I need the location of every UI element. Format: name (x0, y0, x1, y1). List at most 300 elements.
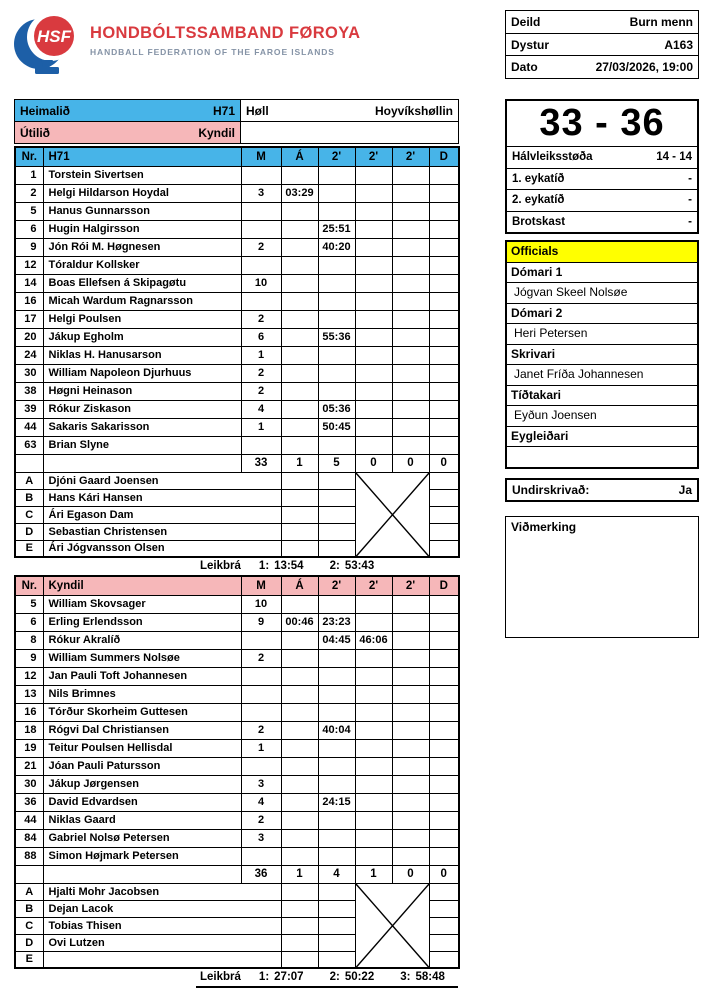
player-name-cell: Teitur Poulsen Hellisdal (43, 739, 241, 757)
stat-cell (318, 489, 355, 506)
player-row (15, 274, 459, 292)
player-row (15, 436, 459, 454)
stat-cell (281, 238, 318, 256)
stat-cell (355, 649, 392, 667)
player-number-cell: 30 (15, 775, 43, 793)
leikbra-label: Leikbrá (200, 560, 241, 572)
stat-cell (318, 649, 355, 667)
player-name-cell: Rókur Akralíð (43, 631, 241, 649)
stat-cell (281, 540, 318, 557)
player-row (15, 631, 459, 649)
stat-cell (241, 292, 281, 310)
match-info-row-dato (505, 55, 699, 79)
stat-cell (318, 595, 355, 613)
stat-cell (281, 506, 318, 523)
stat-cell (281, 685, 318, 703)
leikbra-period: 1: (258, 971, 270, 983)
player-name-cell: Tóraldur Kollsker (43, 256, 241, 274)
stat-cell (281, 220, 318, 238)
stat-cell (318, 934, 355, 951)
team-official-row (15, 472, 459, 489)
stat-cell (318, 703, 355, 721)
player-number-cell: 30 (15, 364, 43, 382)
stat-cell (318, 436, 355, 454)
player-name-cell: Niklas Gaard (43, 811, 241, 829)
stat-cell (318, 829, 355, 847)
player-name-cell: William Summers Nolsøe (43, 649, 241, 667)
player-number-cell: 38 (15, 382, 43, 400)
stat-cell: 00:46 (281, 613, 318, 631)
stat-cell (281, 595, 318, 613)
dystur-value: A163 (664, 37, 693, 52)
total-value-cell: 0 (392, 865, 429, 883)
player-number-cell: 24 (15, 346, 43, 364)
player-row (15, 238, 459, 256)
stat-cell (241, 667, 281, 685)
signed-value: Ja (678, 483, 692, 497)
stat-cell (392, 346, 429, 364)
player-number-cell: 6 (15, 613, 43, 631)
stat-cell (392, 631, 429, 649)
secretary-role: Skrivari (507, 344, 697, 365)
official-name-cell: Ovi Lutzen (43, 934, 281, 951)
total-value-cell: 1 (355, 865, 392, 883)
stat-cell (281, 793, 318, 811)
referee2-role: Dómari 2 (507, 303, 697, 324)
stat-cell (281, 328, 318, 346)
stat-cell (281, 934, 318, 951)
player-name-cell: William Napoleon Djurhuus (43, 364, 241, 382)
stat-cell (429, 739, 459, 757)
roster-header-cell: Nr. (15, 147, 43, 166)
stat-cell (429, 472, 459, 489)
stat-cell (281, 436, 318, 454)
player-number-cell: 39 (15, 400, 43, 418)
officials-box (505, 240, 699, 469)
stat-cell (281, 472, 318, 489)
stat-cell (429, 793, 459, 811)
player-row (15, 703, 459, 721)
stat-cell (355, 811, 392, 829)
overtime1-label: 1. eykatíð (512, 172, 565, 185)
total-value-cell: 5 (318, 454, 355, 472)
stat-cell (392, 202, 429, 220)
leikbra-entry (259, 971, 304, 983)
stat-cell (429, 703, 459, 721)
stat-cell (355, 436, 392, 454)
stat-cell (281, 757, 318, 775)
player-name-cell: Hanus Gunnarsson (43, 202, 241, 220)
stat-cell (281, 900, 318, 917)
stat-cell (281, 418, 318, 436)
total-value-cell: 0 (355, 454, 392, 472)
stat-cell (241, 436, 281, 454)
stat-cell (281, 649, 318, 667)
stat-cell (392, 310, 429, 328)
stat-cell (392, 775, 429, 793)
stat-cell (429, 184, 459, 202)
stat-cell (392, 382, 429, 400)
stat-cell (318, 685, 355, 703)
stat-cell (392, 400, 429, 418)
leikbra-period: 1: (258, 560, 270, 572)
stat-cell (429, 256, 459, 274)
stat-cell (392, 436, 429, 454)
stat-cell (429, 346, 459, 364)
player-number-cell: 21 (15, 757, 43, 775)
stat-cell (392, 685, 429, 703)
stat-cell (355, 310, 392, 328)
stat-cell (355, 418, 392, 436)
player-number-cell: 36 (15, 793, 43, 811)
official-name-cell (43, 951, 281, 968)
stat-cell (318, 184, 355, 202)
overtime2-row (507, 189, 697, 211)
stat-cell (355, 400, 392, 418)
player-row (15, 793, 459, 811)
stat-cell (429, 775, 459, 793)
stat-cell (318, 310, 355, 328)
player-name-cell: Helgi Poulsen (43, 310, 241, 328)
player-number-cell: 12 (15, 256, 43, 274)
crossed-out-cell (355, 472, 429, 557)
official-name-cell: Hjalti Mohr Jacobsen (43, 883, 281, 900)
stat-cell (281, 489, 318, 506)
stat-cell (241, 685, 281, 703)
roster-header-cell: Nr. (15, 576, 43, 595)
player-row (15, 202, 459, 220)
teams-strip-table (14, 99, 459, 144)
stat-cell (281, 346, 318, 364)
stat-cell (318, 382, 355, 400)
stat-cell: 2 (241, 721, 281, 739)
home-team-name: H71 (212, 103, 235, 118)
player-name-cell: Erling Erlendsson (43, 613, 241, 631)
stat-cell: 4 (241, 793, 281, 811)
stat-cell: 24:15 (318, 793, 355, 811)
deild-value: Burn menn (629, 15, 693, 29)
stat-cell (392, 793, 429, 811)
player-name-cell: Jákup Jørgensen (43, 775, 241, 793)
player-row (15, 829, 459, 847)
stat-cell (429, 757, 459, 775)
stat-cell (281, 364, 318, 382)
totals-row (15, 454, 459, 472)
stat-cell (392, 847, 429, 865)
player-name-cell: Nils Brimnes (43, 685, 241, 703)
player-row (15, 613, 459, 631)
stat-cell: 6 (241, 328, 281, 346)
stat-cell (281, 400, 318, 418)
stat-cell (318, 346, 355, 364)
stat-cell (355, 667, 392, 685)
stat-cell (281, 721, 318, 739)
stat-cell (429, 934, 459, 951)
player-number-cell: 8 (15, 631, 43, 649)
stat-cell: 2 (241, 238, 281, 256)
stat-cell (318, 292, 355, 310)
official-name-cell: Djóni Gaard Joensen (43, 472, 281, 489)
stat-cell (241, 220, 281, 238)
player-number-cell: 63 (15, 436, 43, 454)
player-row (15, 685, 459, 703)
totals-empty-cell (15, 454, 43, 472)
roster-header-cell: Kyndil (43, 576, 241, 595)
stat-cell (429, 847, 459, 865)
official-letter-cell: E (15, 540, 43, 557)
official-name-cell: Dejan Lacok (43, 900, 281, 917)
stat-cell (281, 202, 318, 220)
stat-cell (355, 238, 392, 256)
stat-cell (429, 667, 459, 685)
stat-cell (429, 883, 459, 900)
stat-cell (392, 721, 429, 739)
stat-cell (318, 847, 355, 865)
stat-cell: 05:36 (318, 400, 355, 418)
stat-cell (429, 274, 459, 292)
player-row (15, 328, 459, 346)
stat-cell (318, 883, 355, 900)
stat-cell: 10 (241, 274, 281, 292)
x-mark-icon (356, 884, 429, 968)
player-name-cell: Simon Højmark Petersen (43, 847, 241, 865)
stat-cell (318, 364, 355, 382)
player-name-cell: Boas Ellefsen á Skipagøtu (43, 274, 241, 292)
stat-cell: 1 (241, 346, 281, 364)
stat-cell (318, 951, 355, 968)
away-team-name: Kyndil (198, 125, 235, 140)
halftime-value: 14 - 14 (656, 151, 692, 164)
stat-cell (392, 829, 429, 847)
stat-cell (318, 506, 355, 523)
stat-cell (429, 685, 459, 703)
stat-cell (355, 202, 392, 220)
player-number-cell: 44 (15, 418, 43, 436)
match-info-row-deild (505, 10, 699, 34)
empty-strip-cell (241, 122, 459, 144)
player-row (15, 757, 459, 775)
official-letter-cell: B (15, 489, 43, 506)
official-letter-cell: B (15, 900, 43, 917)
stat-cell: 3 (241, 184, 281, 202)
total-value-cell: 36 (241, 865, 281, 883)
home-team-cell (15, 100, 241, 122)
x-mark-icon (356, 473, 429, 557)
stat-cell (429, 310, 459, 328)
stat-cell (392, 328, 429, 346)
stat-cell (241, 256, 281, 274)
penalty-label: Brotskast (512, 215, 566, 228)
hall-cell (241, 100, 459, 122)
stat-cell (429, 721, 459, 739)
roster-table-kyndil (14, 575, 460, 969)
leikbra-time: 58:48 (415, 971, 445, 983)
totals-empty-cell (43, 865, 241, 883)
stat-cell (355, 184, 392, 202)
stat-cell (318, 757, 355, 775)
stat-cell (355, 775, 392, 793)
stat-cell (281, 523, 318, 540)
stat-cell (392, 184, 429, 202)
official-name-cell: Tobias Thisen (43, 917, 281, 934)
stat-cell (318, 256, 355, 274)
stat-cell (281, 883, 318, 900)
leikbra-label: Leikbrá (200, 971, 241, 983)
official-name-cell: Sebastian Christensen (43, 523, 281, 540)
stat-cell (392, 292, 429, 310)
away-team-cell (15, 122, 241, 144)
player-number-cell: 19 (15, 739, 43, 757)
stat-cell (241, 631, 281, 649)
dato-value: 27/03/2026, 19:00 (595, 60, 693, 74)
stat-cell (429, 328, 459, 346)
remarks-label: Viðmerking (511, 520, 577, 534)
total-value-cell: 1 (281, 454, 318, 472)
leikbra-entry (400, 971, 445, 983)
home-roster-block (14, 146, 460, 577)
stat-cell (355, 364, 392, 382)
stat-cell (241, 166, 281, 184)
stat-cell (355, 757, 392, 775)
stat-cell (392, 166, 429, 184)
stat-cell (355, 166, 392, 184)
roster-header-cell: 2' (318, 147, 355, 166)
stat-cell (429, 202, 459, 220)
overtime1-value: - (688, 172, 692, 185)
stat-cell (355, 739, 392, 757)
stat-cell (429, 418, 459, 436)
stat-cell (429, 292, 459, 310)
player-number-cell: 44 (15, 811, 43, 829)
stat-cell (392, 649, 429, 667)
hall-label: Høll (246, 103, 269, 118)
stat-cell (392, 220, 429, 238)
stat-cell (318, 667, 355, 685)
signed-box (505, 478, 699, 502)
stat-cell (355, 847, 392, 865)
stat-cell: 10 (241, 595, 281, 613)
stat-cell (281, 256, 318, 274)
stat-cell (392, 613, 429, 631)
stat-cell (318, 775, 355, 793)
stat-cell (355, 382, 392, 400)
halftime-label: Hálvleiksstøða (512, 151, 593, 164)
halftime-row (507, 146, 697, 168)
match-info-box (505, 10, 699, 79)
stat-cell (429, 595, 459, 613)
stat-cell: 40:04 (318, 721, 355, 739)
totals-row (15, 865, 459, 883)
away-team-label: Útilið (20, 125, 50, 140)
official-name-cell: Ári Jógvansson Olsen (43, 540, 281, 557)
stat-cell (429, 540, 459, 557)
stat-cell (355, 829, 392, 847)
stat-cell: 04:45 (318, 631, 355, 649)
player-row (15, 811, 459, 829)
stat-cell: 55:36 (318, 328, 355, 346)
player-row (15, 220, 459, 238)
team-official-row (15, 883, 459, 900)
stat-cell (281, 811, 318, 829)
stat-cell (429, 951, 459, 968)
stat-cell (429, 523, 459, 540)
roster-header-row (15, 147, 459, 166)
roster-header-cell: Á (281, 576, 318, 595)
leikbra-entry (330, 560, 375, 572)
stat-cell (429, 917, 459, 934)
stat-cell (429, 364, 459, 382)
stat-cell (281, 917, 318, 934)
stat-cell: 2 (241, 649, 281, 667)
totals-empty-cell (15, 865, 43, 883)
stat-cell (318, 472, 355, 489)
secretary-name: Janet Fríða Johannesen (507, 364, 697, 385)
stat-cell (281, 829, 318, 847)
player-row (15, 382, 459, 400)
stat-cell (429, 829, 459, 847)
player-row (15, 310, 459, 328)
remarks-box (505, 516, 699, 638)
leikbra-entry (259, 560, 304, 572)
stat-cell (281, 274, 318, 292)
official-name-cell: Ári Egason Dam (43, 506, 281, 523)
official-letter-cell: D (15, 934, 43, 951)
player-number-cell: 14 (15, 274, 43, 292)
stat-cell (355, 703, 392, 721)
player-number-cell: 12 (15, 667, 43, 685)
stat-cell (281, 775, 318, 793)
stat-cell (355, 685, 392, 703)
player-name-cell: David Edvardsen (43, 793, 241, 811)
stat-cell: 03:29 (281, 184, 318, 202)
penalty-value: - (688, 215, 692, 228)
stat-cell (318, 540, 355, 557)
stat-cell (318, 274, 355, 292)
hall-name: Hoyvíkshøllin (374, 103, 453, 118)
crossed-out-cell (355, 883, 429, 968)
stat-cell (241, 757, 281, 775)
stat-cell (429, 382, 459, 400)
player-number-cell: 20 (15, 328, 43, 346)
player-name-cell: Rógvi Dal Christiansen (43, 721, 241, 739)
deild-label: Deild (511, 15, 541, 29)
player-row (15, 847, 459, 865)
stat-cell (392, 595, 429, 613)
player-row (15, 739, 459, 757)
stat-cell: 3 (241, 775, 281, 793)
player-row (15, 721, 459, 739)
stat-cell (429, 400, 459, 418)
leikbra-time: 50:22 (344, 971, 375, 983)
stat-cell (392, 667, 429, 685)
stat-cell (355, 292, 392, 310)
official-letter-cell: A (15, 472, 43, 489)
stat-cell (281, 739, 318, 757)
roster-header-cell: M (241, 576, 281, 595)
stat-cell (318, 739, 355, 757)
stat-cell (392, 811, 429, 829)
stat-cell (355, 613, 392, 631)
total-value-cell: 0 (392, 454, 429, 472)
stat-cell (429, 238, 459, 256)
overtime1-row (507, 168, 697, 190)
stat-cell (355, 721, 392, 739)
player-row (15, 166, 459, 184)
roster-header-cell: M (241, 147, 281, 166)
player-number-cell: 18 (15, 721, 43, 739)
leikbra-line (196, 969, 458, 988)
stat-cell (429, 220, 459, 238)
